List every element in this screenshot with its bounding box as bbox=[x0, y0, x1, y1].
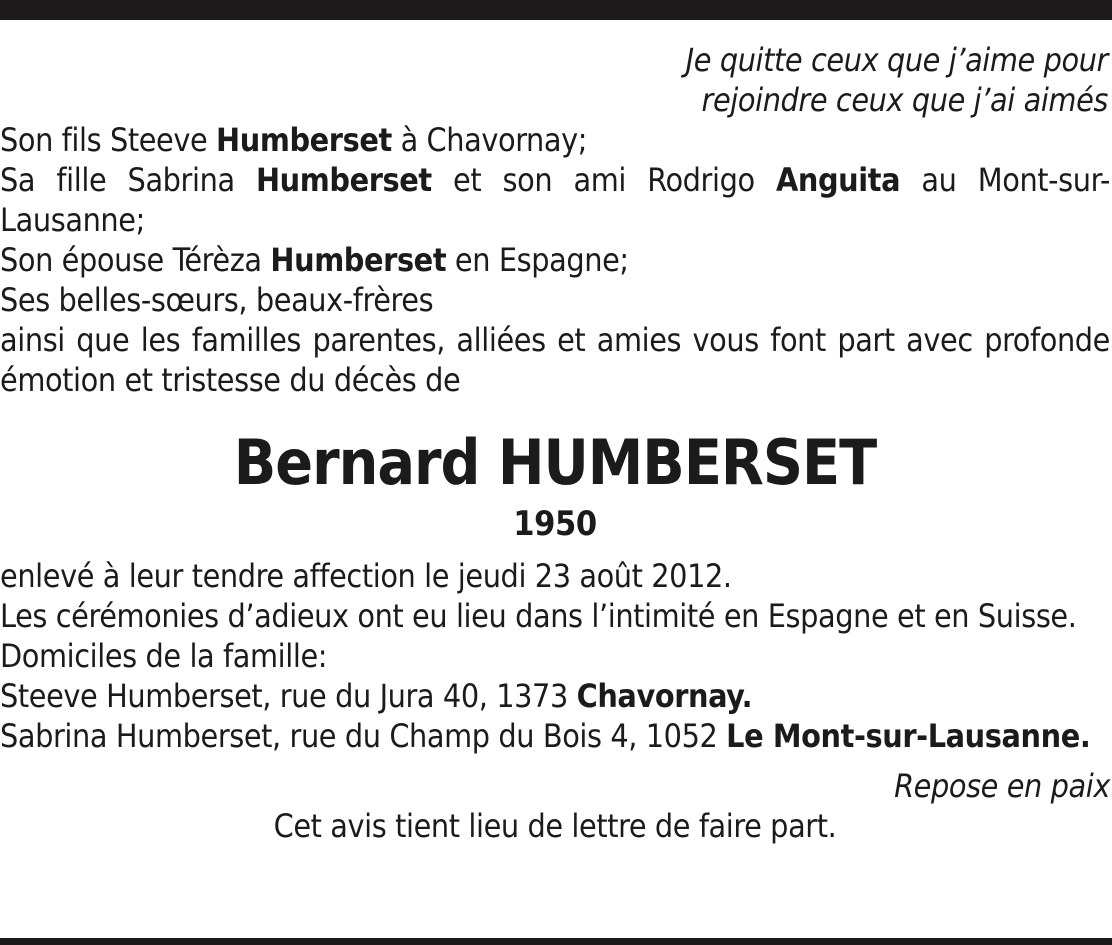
daughter-location: au Mont-sur-Lausanne; bbox=[0, 161, 1110, 239]
top-rule bbox=[0, 0, 1112, 20]
family-inlaws: Ses belles-sœurs, beaux-frères bbox=[0, 281, 434, 319]
wife-text: Son épouse Térèza bbox=[0, 241, 271, 279]
deceased-year: 1950 bbox=[513, 504, 597, 544]
deceased-name: Bernard HUMBERSET bbox=[233, 426, 877, 499]
wife-location: en Espagne; bbox=[446, 241, 629, 279]
domiciles-label: Domiciles de la famille: bbox=[0, 637, 328, 675]
death-date-line: enlevé à leur tendre affection le jeudi 23 août 2012. bbox=[0, 557, 732, 595]
son-text: Son fils Steeve bbox=[0, 121, 217, 159]
epigraph bbox=[0, 40, 1110, 120]
family-son bbox=[0, 120, 1110, 160]
family-wife bbox=[0, 240, 1110, 280]
ceremony-line: Les cérémonies d’adieux ont eu lieu dans l’intimité en Espagne et en Suisse. bbox=[0, 597, 1077, 635]
wife-surname: Humberset bbox=[270, 241, 447, 279]
epigraph-line-2: rejoindre ceux que j’ai aimés bbox=[701, 81, 1108, 119]
son-location: à Chavornay; bbox=[391, 121, 588, 159]
address-sabrina-street: Sabrina Humberset, rue du Champ du Bois 4, 1052 bbox=[0, 717, 727, 755]
address-sabrina-city: Le Mont-sur-Lausanne. bbox=[726, 717, 1091, 755]
address-sabrina bbox=[0, 716, 1110, 756]
son-surname: Humberset bbox=[216, 121, 392, 159]
partner-surname: Anguita bbox=[775, 161, 901, 199]
bottom-rule bbox=[0, 938, 1112, 945]
family-list bbox=[0, 120, 1110, 400]
daughter-partner-text: et son ami Rodrigo bbox=[431, 161, 776, 199]
address-steeve bbox=[0, 676, 1110, 716]
family-announcement: ainsi que les familles parentes, alliées et amies vous font part avec profonde émotion et tristesse du décès de bbox=[0, 321, 1110, 399]
daughter-text: Sa fille Sabrina bbox=[0, 161, 256, 199]
obituary-notice bbox=[0, 40, 1110, 846]
notice-details bbox=[0, 556, 1110, 756]
daughter-surname: Humberset bbox=[255, 161, 432, 199]
repose-en-paix: Repose en paix bbox=[894, 767, 1110, 805]
closing-note: Cet avis tient lieu de lettre de faire part. bbox=[273, 807, 837, 845]
address-steeve-street: Steeve Humberset, rue du Jura 40, 1373 bbox=[0, 677, 577, 715]
address-steeve-city: Chavornay. bbox=[576, 677, 753, 715]
family-daughter bbox=[0, 160, 1110, 240]
epigraph-line-1: Je quitte ceux que j’aime pour bbox=[685, 41, 1108, 79]
